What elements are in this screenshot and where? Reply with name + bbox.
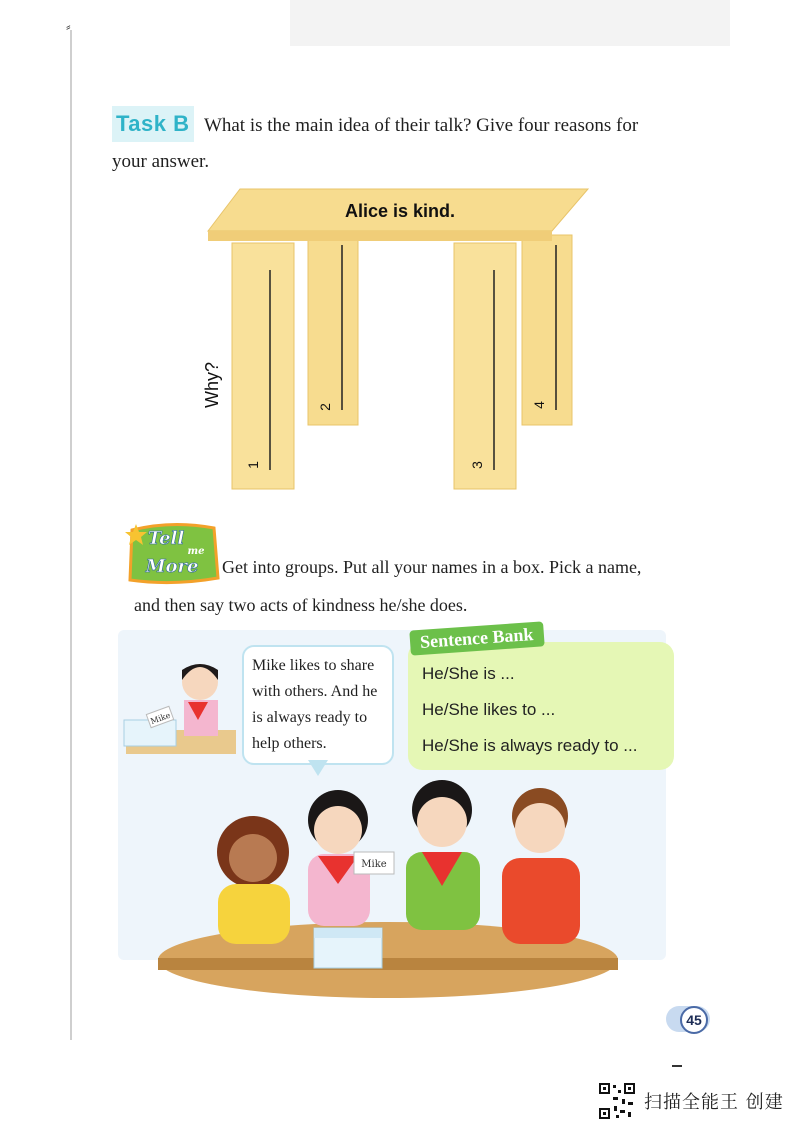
binding-line <box>70 30 72 1040</box>
desk-diagram <box>200 185 600 495</box>
corner-mark: ⸗ <box>66 20 71 35</box>
sentence-bank-item: He/She is always ready to ... <box>422 736 638 755</box>
sentence-bank-title: Sentence Bank <box>409 621 544 655</box>
held-card-name: Mike <box>361 859 387 870</box>
kid-1-head <box>229 834 277 882</box>
qr-module <box>628 1102 633 1105</box>
kid-2-head <box>314 806 362 854</box>
kid-3-head <box>417 797 467 847</box>
qr-finder-tl-dot <box>603 1087 606 1090</box>
qr-finder-bl-dot <box>603 1112 606 1115</box>
desk-leg-back-left <box>308 235 358 425</box>
table-edge <box>158 958 618 970</box>
desk-leg-back-right <box>522 235 572 425</box>
tell-me-more-instruction-block <box>134 548 664 624</box>
qr-module <box>613 1085 616 1088</box>
speech-bubble-text: Mike likes to share with others. And he is always ready to help others. <box>252 657 378 752</box>
page-number: 45 <box>680 1006 708 1034</box>
tell-me-more-logo-line1: Tell <box>147 528 185 549</box>
desk-illustration <box>200 185 600 495</box>
leg-number-3: 3 <box>469 461 485 469</box>
qr-module <box>616 1115 619 1118</box>
sentence-bank-item: He/She is ... <box>422 664 515 683</box>
task-b-title: Task B <box>112 106 194 142</box>
speech-bubble <box>242 645 394 765</box>
desk-top-edge <box>208 231 552 241</box>
task-b-instruction-block <box>112 106 672 180</box>
qr-code-icon <box>598 1082 636 1120</box>
scanner-watermark: 扫描全能王 创建 <box>644 1092 784 1113</box>
qr-finder-tr-dot <box>628 1087 631 1090</box>
qr-module <box>613 1097 618 1100</box>
qr-module <box>614 1106 617 1111</box>
desk-leg-front-left <box>232 243 294 489</box>
qr-module <box>622 1099 625 1104</box>
leg-number-4: 4 <box>531 401 547 409</box>
name-box-lid <box>314 928 382 938</box>
tell-me-more-instruction: Get into groups. Put all your names in a box. Pick a name, and then say two acts of kindness he/she does. <box>134 557 642 615</box>
bottom-dash <box>672 1065 682 1067</box>
tell-me-more-logo-line2: me <box>187 546 205 557</box>
task-b-instruction: What is the main idea of their talk? Give four reasons for your answer. <box>112 115 639 172</box>
desk-top-text: Alice is kind. <box>344 201 456 221</box>
kid-4-head <box>515 803 565 853</box>
leg-number-2: 2 <box>317 403 333 411</box>
tell-me-more-logo-line3: More <box>145 556 199 577</box>
desk-leg-front-right <box>454 243 516 489</box>
qr-module <box>620 1110 625 1113</box>
why-label: Why? <box>202 361 222 409</box>
top-shade <box>290 0 730 46</box>
kid-4-body <box>502 858 580 944</box>
speech-bubble-tail <box>308 760 328 776</box>
sentence-bank-item: He/She likes to ... <box>422 700 556 719</box>
qr-module <box>618 1090 621 1093</box>
qr-module <box>628 1112 631 1117</box>
kid-1-body <box>218 884 290 944</box>
card-small-name: Mike <box>149 710 172 727</box>
leg-number-1: 1 <box>245 461 261 469</box>
